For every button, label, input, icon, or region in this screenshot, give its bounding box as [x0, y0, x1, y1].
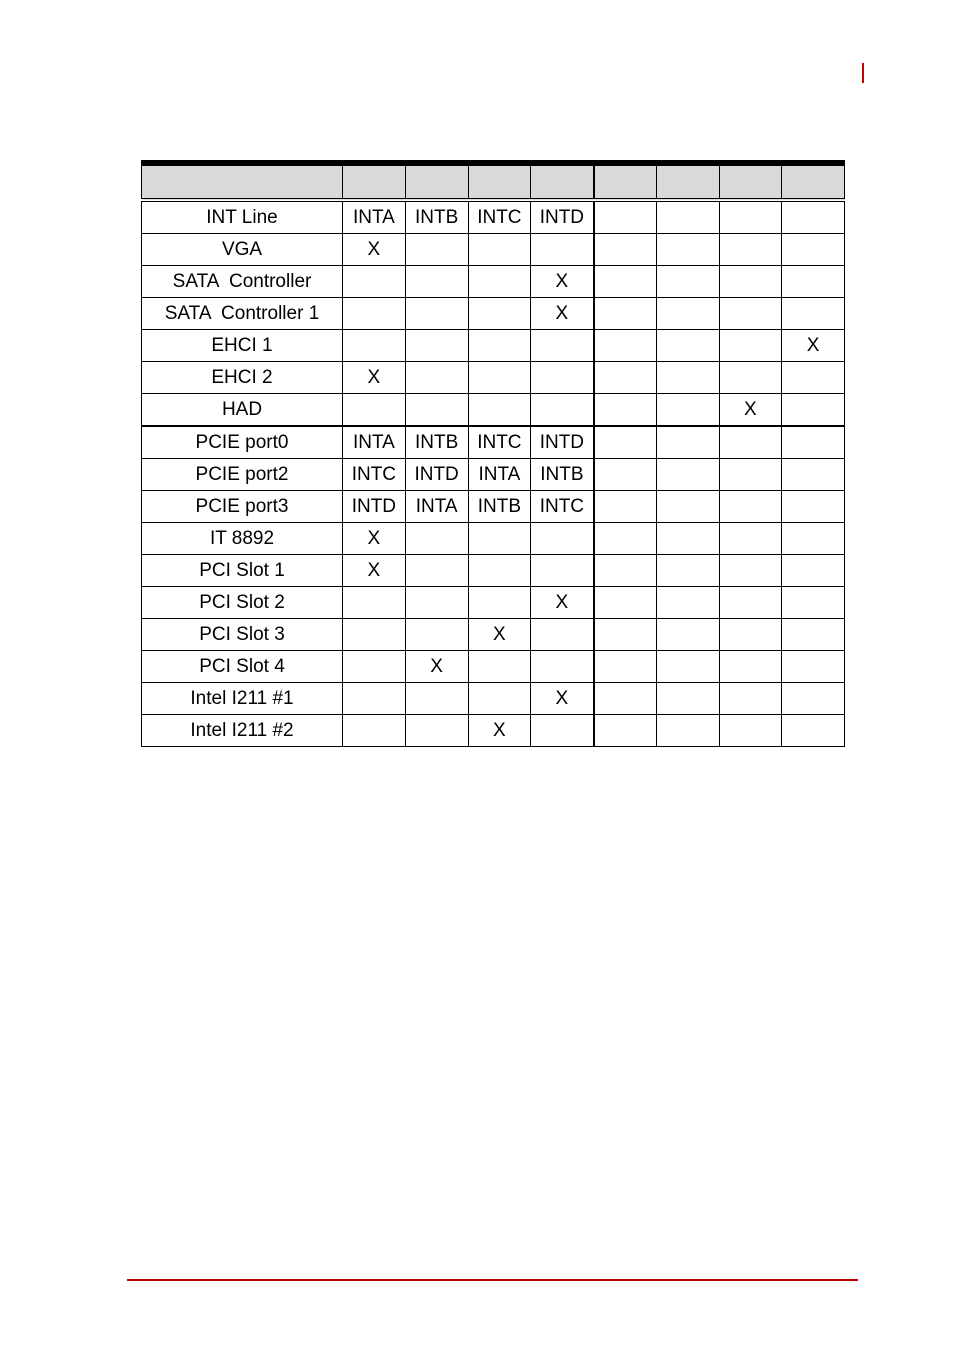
irq-cell [405, 234, 468, 266]
irq-cell [594, 394, 657, 427]
irq-cell [343, 298, 406, 330]
irq-cell [531, 651, 594, 683]
irq-cell [594, 266, 657, 298]
irq-cell [343, 683, 406, 715]
table-row [142, 587, 845, 619]
irq-cell [719, 587, 782, 619]
irq-cell [468, 362, 531, 394]
irq-cell [594, 426, 657, 459]
device-name-cell: PCI Slot 3 [142, 619, 343, 651]
irq-cell: X [531, 298, 594, 330]
irq-cell [594, 651, 657, 683]
table-row [142, 298, 845, 330]
irq-cell [405, 619, 468, 651]
irq-cell [594, 555, 657, 587]
irq-cell [594, 683, 657, 715]
irq-cell: X [343, 234, 406, 266]
irq-cell [468, 394, 531, 427]
header-cell [594, 163, 657, 200]
irq-cell [782, 426, 845, 459]
irq-cell [656, 683, 719, 715]
irq-cell [468, 683, 531, 715]
irq-cell [343, 266, 406, 298]
irq-cell [719, 651, 782, 683]
irq-cell [405, 523, 468, 555]
irq-cell [594, 491, 657, 523]
irq-cell [656, 200, 719, 234]
irq-cell: INTB [405, 200, 468, 234]
table-row [142, 394, 845, 427]
irq-cell: X [468, 715, 531, 747]
irq-cell [405, 394, 468, 427]
header-cell [343, 163, 406, 200]
irq-cell [405, 683, 468, 715]
irq-cell [468, 523, 531, 555]
irq-cell [531, 362, 594, 394]
irq-cell [719, 234, 782, 266]
irq-cell [656, 298, 719, 330]
device-name-cell: SATA Controller 1 [142, 298, 343, 330]
device-name-cell: PCIE port0 [142, 426, 343, 459]
irq-cell [719, 298, 782, 330]
irq-cell [594, 234, 657, 266]
irq-cell [656, 587, 719, 619]
irq-cell [719, 523, 782, 555]
device-name-cell: PCIE port2 [142, 459, 343, 491]
device-name-cell: INT Line [142, 200, 343, 234]
table-row [142, 651, 845, 683]
irq-cell: INTA [343, 426, 406, 459]
irq-cell [468, 587, 531, 619]
table-row [142, 683, 845, 715]
device-name-cell: HAD [142, 394, 343, 427]
table-row [142, 459, 845, 491]
irq-cell [405, 587, 468, 619]
irq-cell: INTB [531, 459, 594, 491]
irq-cell: X [343, 523, 406, 555]
table-row [142, 200, 845, 234]
irq-cell [782, 298, 845, 330]
irq-cell [468, 298, 531, 330]
device-name-cell: Intel I211 #1 [142, 683, 343, 715]
irq-cell [468, 330, 531, 362]
irq-cell [594, 362, 657, 394]
table-row [142, 426, 845, 459]
irq-cell [782, 266, 845, 298]
irq-cell: INTA [343, 200, 406, 234]
irq-cell [782, 491, 845, 523]
irq-cell [782, 555, 845, 587]
table-body [142, 200, 845, 747]
irq-cell [531, 619, 594, 651]
header-accent-mark [862, 63, 864, 83]
header-cell [656, 163, 719, 200]
device-name-cell: PCI Slot 2 [142, 587, 343, 619]
irq-cell [405, 715, 468, 747]
irq-cell: X [531, 587, 594, 619]
header-cell [468, 163, 531, 200]
irq-cell: X [468, 619, 531, 651]
device-name-cell: PCIE port3 [142, 491, 343, 523]
irq-cell [719, 491, 782, 523]
irq-cell: INTB [468, 491, 531, 523]
irq-cell [656, 459, 719, 491]
irq-cell [594, 619, 657, 651]
irq-cell: INTB [405, 426, 468, 459]
irq-cell [782, 200, 845, 234]
irq-cell [782, 523, 845, 555]
irq-cell [656, 523, 719, 555]
irq-cell [656, 619, 719, 651]
irq-cell: INTD [531, 200, 594, 234]
irq-cell [656, 555, 719, 587]
irq-cell: X [405, 651, 468, 683]
device-name-cell: SATA Controller [142, 266, 343, 298]
irq-cell [343, 619, 406, 651]
irq-cell [468, 555, 531, 587]
irq-cell: INTA [405, 491, 468, 523]
irq-cell: X [719, 394, 782, 427]
irq-cell [782, 715, 845, 747]
irq-cell [782, 651, 845, 683]
irq-cell [719, 266, 782, 298]
irq-cell [594, 298, 657, 330]
irq-cell [405, 298, 468, 330]
irq-routing-table [141, 160, 845, 747]
irq-cell [594, 587, 657, 619]
irq-cell: INTD [405, 459, 468, 491]
table-row [142, 234, 845, 266]
irq-cell [719, 715, 782, 747]
irq-cell [405, 555, 468, 587]
irq-cell [468, 266, 531, 298]
irq-cell [719, 555, 782, 587]
irq-cell: X [782, 330, 845, 362]
irq-cell [343, 330, 406, 362]
irq-cell [656, 234, 719, 266]
irq-cell [531, 715, 594, 747]
irq-cell [531, 394, 594, 427]
irq-cell [531, 523, 594, 555]
irq-cell: INTC [531, 491, 594, 523]
irq-cell [594, 330, 657, 362]
table-row [142, 715, 845, 747]
irq-cell [719, 619, 782, 651]
irq-cell [405, 362, 468, 394]
irq-cell [531, 330, 594, 362]
irq-cell [343, 394, 406, 427]
irq-cell: INTC [343, 459, 406, 491]
header-row [142, 163, 845, 200]
irq-cell [782, 394, 845, 427]
irq-cell [594, 200, 657, 234]
header-cell [142, 163, 343, 200]
irq-cell: INTC [468, 200, 531, 234]
footer-rule [127, 1279, 858, 1281]
irq-cell [531, 555, 594, 587]
irq-cell: INTA [468, 459, 531, 491]
device-name-cell: VGA [142, 234, 343, 266]
irq-cell [343, 715, 406, 747]
irq-cell [594, 715, 657, 747]
irq-cell [656, 394, 719, 427]
device-name-cell: PCI Slot 4 [142, 651, 343, 683]
table-row [142, 491, 845, 523]
irq-cell [782, 234, 845, 266]
header-cell [531, 163, 594, 200]
irq-cell [343, 651, 406, 683]
irq-cell [782, 683, 845, 715]
irq-cell [656, 266, 719, 298]
irq-cell: INTD [531, 426, 594, 459]
device-name-cell: EHCI 1 [142, 330, 343, 362]
irq-cell: INTC [468, 426, 531, 459]
irq-cell [531, 234, 594, 266]
irq-cell: X [531, 683, 594, 715]
irq-cell [782, 619, 845, 651]
header-cell [719, 163, 782, 200]
irq-cell [782, 587, 845, 619]
table-row [142, 362, 845, 394]
irq-cell [656, 362, 719, 394]
irq-cell: INTD [343, 491, 406, 523]
irq-cell: X [531, 266, 594, 298]
irq-cell: X [343, 555, 406, 587]
table-row [142, 523, 845, 555]
irq-cell [719, 362, 782, 394]
irq-cell [468, 234, 531, 266]
device-name-cell: Intel I211 #2 [142, 715, 343, 747]
irq-cell [719, 426, 782, 459]
irq-cell: X [343, 362, 406, 394]
irq-cell [719, 683, 782, 715]
table-row [142, 330, 845, 362]
irq-cell [656, 715, 719, 747]
irq-cell [719, 200, 782, 234]
irq-cell [656, 426, 719, 459]
irq-cell [719, 459, 782, 491]
irq-cell [468, 651, 531, 683]
device-name-cell: PCI Slot 1 [142, 555, 343, 587]
irq-cell [405, 266, 468, 298]
irq-cell [782, 459, 845, 491]
table-row [142, 266, 845, 298]
header-cell [782, 163, 845, 200]
header-cell [405, 163, 468, 200]
irq-cell [594, 523, 657, 555]
irq-cell [719, 330, 782, 362]
irq-cell [656, 651, 719, 683]
irq-cell [656, 330, 719, 362]
irq-cell [405, 330, 468, 362]
table-header [142, 163, 845, 200]
table-row [142, 619, 845, 651]
irq-cell [594, 459, 657, 491]
device-name-cell: IT 8892 [142, 523, 343, 555]
irq-cell [782, 362, 845, 394]
irq-cell [656, 491, 719, 523]
device-name-cell: EHCI 2 [142, 362, 343, 394]
table-row [142, 555, 845, 587]
irq-cell [343, 587, 406, 619]
